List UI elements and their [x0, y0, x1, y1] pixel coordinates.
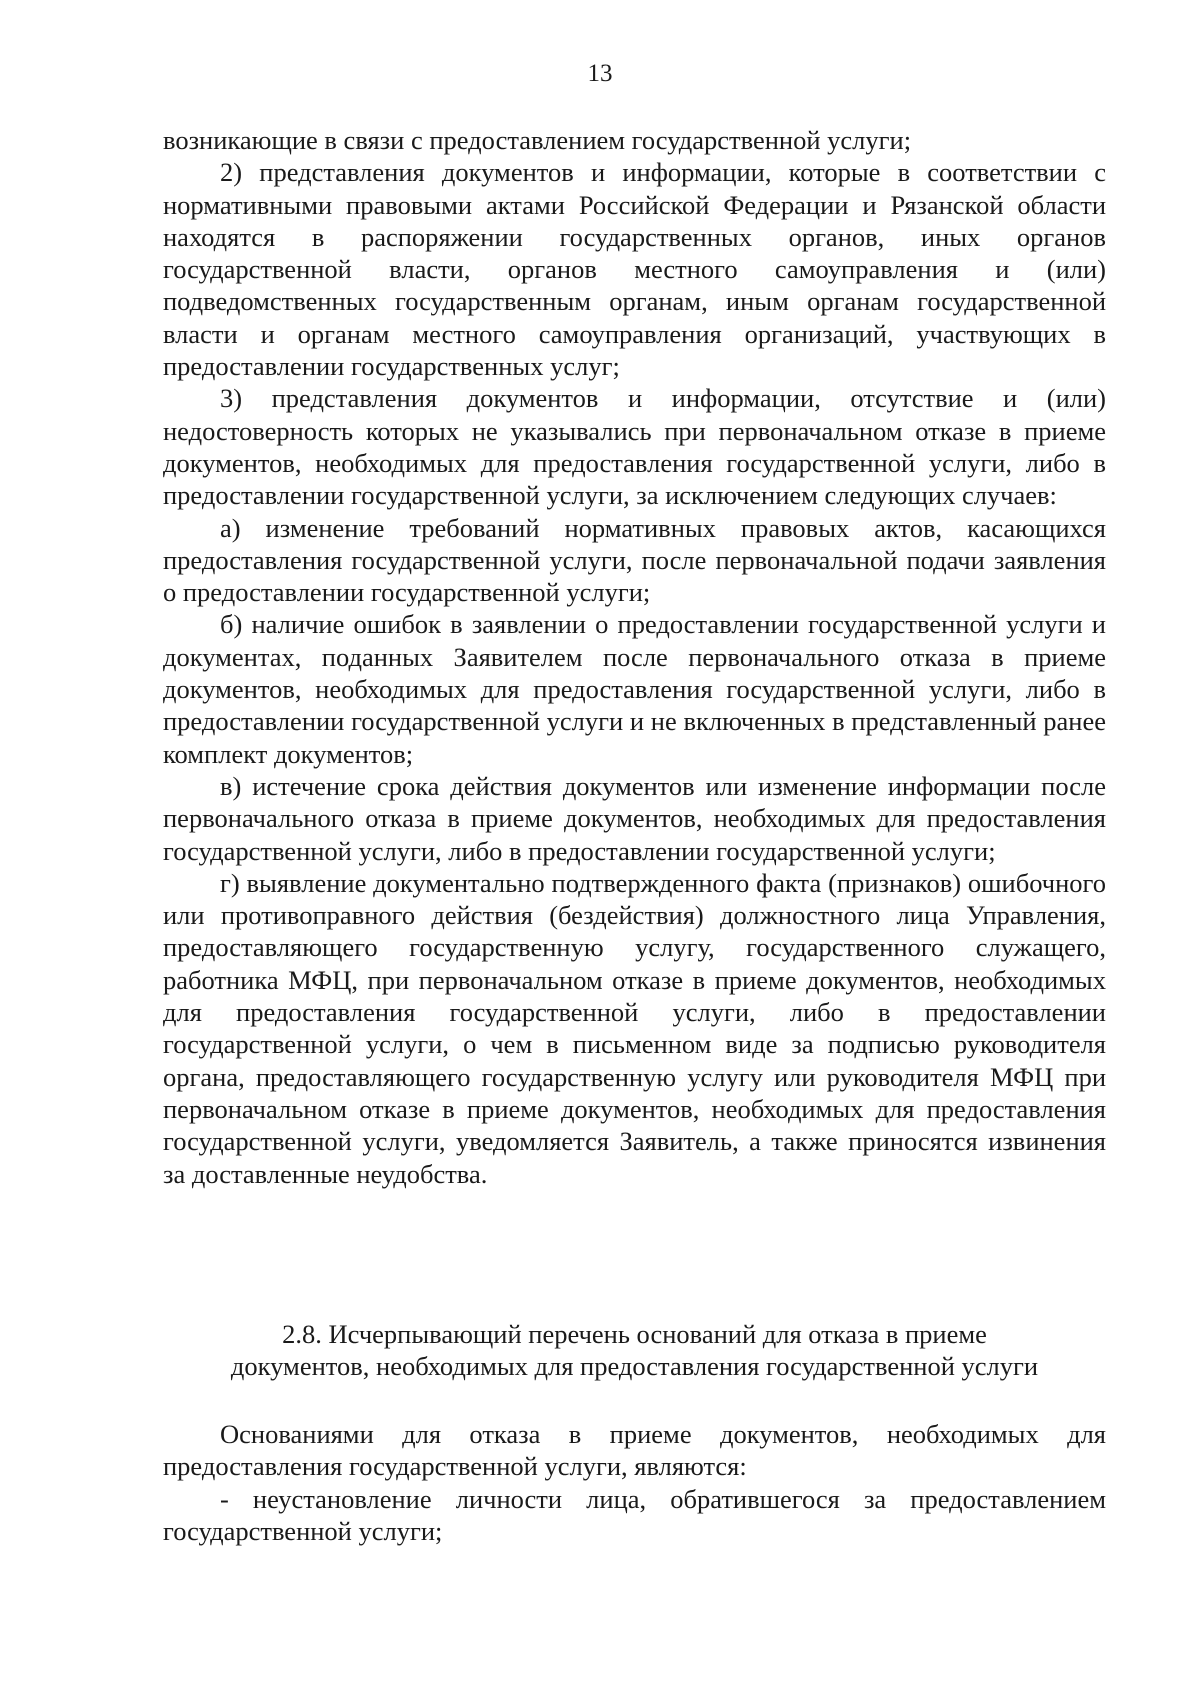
body-text — [163, 124, 1106, 1190]
paragraph-continuation: возникающие в связи с предоставлением государственной услуги; — [163, 125, 912, 155]
page-number: 13 — [587, 60, 613, 87]
section-heading — [163, 1318, 1106, 1382]
paragraph-ground-1: - неустановление личности лица, обратившегося за предоставлением государственной услуги; — [163, 1483, 1106, 1546]
paragraph-grounds-intro: Основаниями для отказа в приеме документов, необходимых для предоставления государственной услуги, являются: — [163, 1419, 1106, 1482]
paragraph-subitem-a: а) изменение требований нормативных правовых актов, касающихся предоставления государственной услуги, после первоначальной подачи заявления о предоставлении государственной услуги; — [163, 512, 1106, 608]
paragraph-subitem-b: б) наличие ошибок в заявлении о предоставлении государственной услуги и документах, поданных Заявителем после первоначального отказа в приеме документов, необходимых для предоставления государственной услуги, либо в предоставлении государственной услуги и не включенных в представленный ранее комплект документов; — [163, 609, 1106, 769]
section-body — [163, 1418, 1106, 1547]
paragraph-subitem-v: в) истечение срока действия документов или изменение информации после первоначального отказа в приеме документов, необходимых для предоставления государственной услуги, либо в предоставлении государственной услуги; — [163, 770, 1106, 866]
paragraph-subitem-g: г) выявление документально подтвержденного факта (признаков) ошибочного или противоправного действия (бездействия) должностного лица Управления, предоставляющего государственную услугу, государственного служащего, работника МФЦ, при первоначальном отказе в приеме документов, необходимых для предоставления государственной услуги, либо в предоставлении государственной услуги, о чем в письменном виде за подписью руководителя органа, предоставляющего государственную услугу или руководителя МФЦ при первоначальном отказе в приеме документов, необходимых для предоставления государственной услуги, уведомляется Заявитель, а также приносятся извинения за доставленные неудобства. — [163, 867, 1106, 1189]
section-heading-line-1: 2.8. Исчерпывающий перечень оснований для отказа в приеме — [282, 1319, 987, 1349]
paragraph-item-2: 2) представления документов и информации, которые в соответствии с нормативными правовыми актами Российской Федерации и Рязанской области находятся в распоряжении государственных органов, иных органов государственной власти, органов местного самоуправления и (или) подведомственных государственным органам, иным органам государственной власти и органам местного самоуправления организаций, участвующих в предоставлении государственных услуг; — [163, 157, 1106, 382]
paragraph-item-3: 3) представления документов и информации, отсутствие и (или) недостоверность которых не указывались при первоначальном отказе в приеме документов, необходимых для предоставления государственной услуги, либо в предоставлении государственной услуги, за исключением следующих случаев: — [163, 383, 1106, 511]
section-heading-line-2: документов, необходимых для предоставления государственной услуги — [230, 1351, 1039, 1381]
